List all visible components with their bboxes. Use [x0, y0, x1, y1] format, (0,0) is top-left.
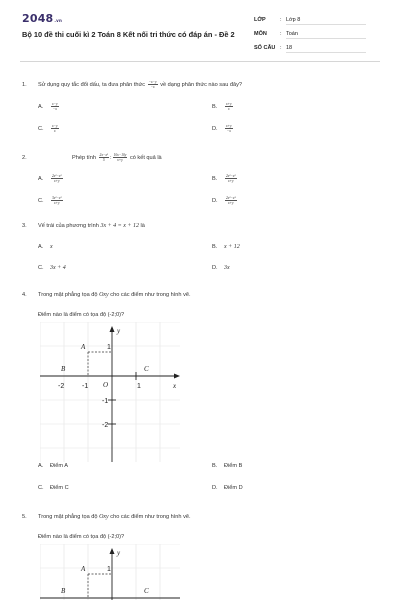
- y-axis-arrow: [110, 326, 115, 332]
- y-tick-label: -2: [102, 422, 109, 429]
- y-tick-label: -1: [102, 398, 109, 405]
- q1-option-d[interactable]: D. $\frac{x+y}{-x}$: [212, 124, 232, 133]
- meta-value: Lớp 8: [286, 17, 366, 25]
- q2-option-a[interactable]: A. $\frac{\text{2x²−x²}}{x+y}$: [38, 174, 62, 183]
- q1-option-a[interactable]: A. $\frac{x-y}{-x}$: [38, 102, 58, 111]
- q1-option-b[interactable]: B. $\frac{x+y}{x}$: [212, 102, 232, 111]
- meta-key: SỐ CÂU: [254, 45, 276, 51]
- point-a-label: A: [81, 565, 86, 573]
- question-1-fraction: $\frac{-x-y}{-x}$: [148, 80, 157, 89]
- meta-row-count: SỐ CÂU : 18: [254, 45, 366, 53]
- y-axis-label: y: [117, 327, 121, 335]
- question-4-subtext: Điểm nào là điểm có tọa độ (-2;0)?: [38, 312, 125, 318]
- x-axis-arrow: [174, 374, 180, 379]
- graph-grid: [40, 322, 180, 462]
- question-2-fraction-2: $\frac{10x-10y}{x+y}$: [113, 153, 127, 162]
- question-3: 3. Vế trái của phương trình 3x + 4 = x + 12 là: [22, 223, 145, 229]
- y-tick-label: 1: [107, 566, 111, 573]
- question-5: 5. Trong mặt phẳng tọa độ Oxy cho các điểm như trong hình vẽ.: [22, 514, 191, 520]
- q4-option-a[interactable]: A. Điểm A: [38, 463, 69, 469]
- question-4: 4. Trong mặt phẳng tọa độ Oxy cho các điểm như trong hình vẽ.: [22, 292, 191, 298]
- point-b-label: B: [61, 587, 66, 595]
- q2-option-b[interactable]: B. $\frac{\text{2x²−x²}}{x+y}$: [212, 174, 236, 183]
- question-5-subtext: Điểm nào là điểm có tọa độ (-2;0)?: [38, 534, 125, 540]
- meta-row-subject: MÔN : Toán: [254, 31, 366, 39]
- q3-option-b[interactable]: B. x + 12: [212, 244, 240, 250]
- x-tick-label: 1: [137, 383, 141, 390]
- point-c-label: C: [144, 587, 149, 595]
- q2-option-c[interactable]: C. $\frac{\text{3x²−x²}}{x+y}$: [38, 196, 62, 205]
- brand-logo[interactable]: 2048.vn: [22, 12, 62, 25]
- q4-option-d[interactable]: D. Điểm D: [212, 485, 243, 491]
- meta-key: LỚP: [254, 17, 266, 23]
- y-axis-label: y: [117, 549, 121, 557]
- question-3-equation: 3x + 4 = x + 12: [100, 223, 139, 229]
- q2-option-d[interactable]: D. $\frac{\text{2x²−x³}}{x+y}$: [212, 196, 236, 205]
- point-c-label: C: [144, 365, 149, 373]
- question-2-fraction-1: $\frac{\text{2x−x²}}{5}$: [99, 153, 109, 162]
- y-tick-label: 1: [107, 344, 111, 351]
- question-1: 1. Sử dụng quy tắc đổi dấu, ta đưa phân thức $\frac{-x-y}{-x}$ về dạng phân thức nào sau đây?: [22, 80, 243, 89]
- x-tick-label: -1: [82, 383, 89, 390]
- q4-option-c[interactable]: C. Điểm C: [38, 485, 69, 491]
- q4-option-b[interactable]: B. Điểm B: [212, 463, 243, 469]
- point-b-label: B: [61, 365, 66, 373]
- coordinate-graph-q4: [40, 322, 180, 462]
- point-a-label: A: [81, 343, 86, 351]
- meta-value: 18: [286, 45, 366, 53]
- meta-key: MÔN: [254, 31, 267, 37]
- question-2: 2. Phép tính $\frac{\text{2x−x²}}{5}$ : $\frac{10x-10y}{x+y}$ có kết quả là: [22, 153, 162, 162]
- y-axis-arrow: [110, 548, 115, 554]
- origin-label: O: [103, 381, 109, 389]
- header-divider: [20, 61, 380, 62]
- q3-option-a[interactable]: A. x: [38, 244, 53, 250]
- q1-option-c[interactable]: C. $\frac{x-y}{x}$: [38, 124, 58, 133]
- document-title: Bộ 10 đề thi cuối kì 2 Toán 8 Kết nối tri thức có đáp án - Đề 2: [22, 30, 235, 39]
- x-tick-label: -2: [58, 383, 65, 390]
- coordinate-graph-q5: [40, 544, 180, 600]
- q3-option-d[interactable]: D. 3x: [212, 265, 230, 271]
- q3-option-c[interactable]: C. 3x + 4: [38, 265, 66, 271]
- x-axis-label: x: [173, 382, 177, 390]
- meta-value: Toán: [286, 31, 366, 39]
- meta-row-class: LỚP : Lớp 8: [254, 17, 366, 25]
